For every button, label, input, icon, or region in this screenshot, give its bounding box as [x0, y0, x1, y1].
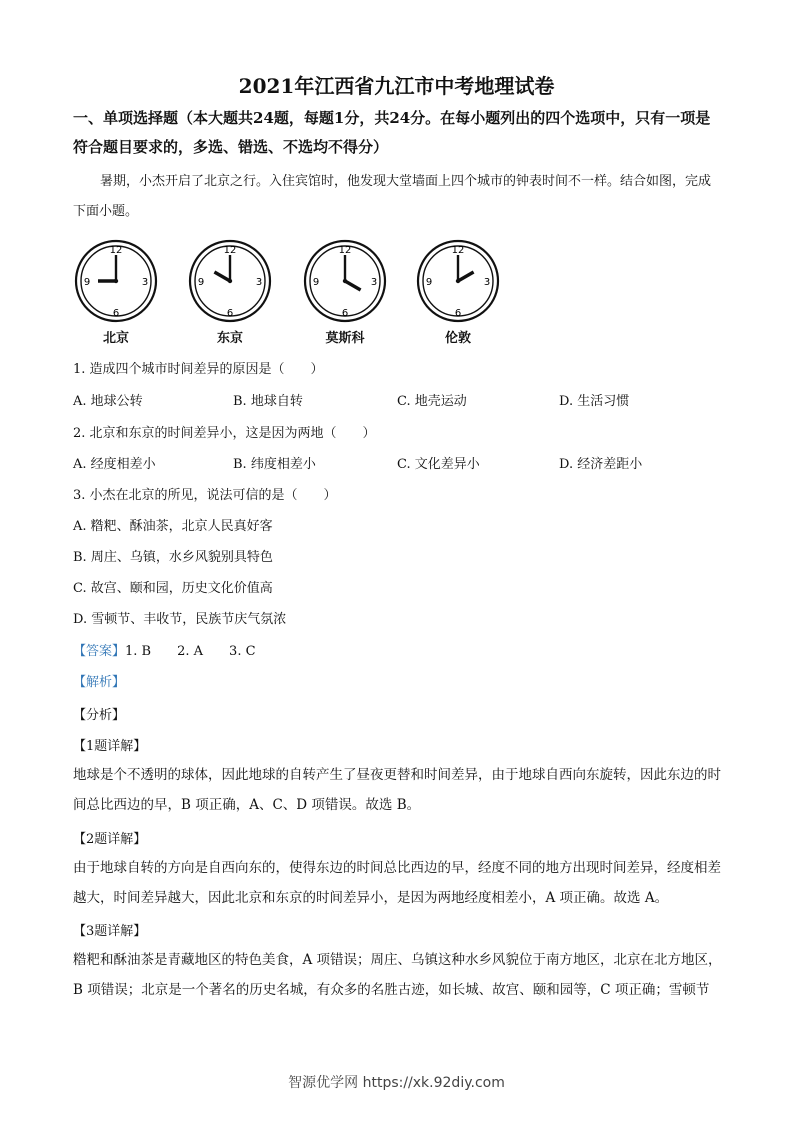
q3-option-d[interactable]: D. 雪顿节、丰收节，民族节庆气氛浓 — [73, 612, 287, 627]
fenxi-label: 【分析】 — [73, 708, 126, 723]
hour-hand — [458, 272, 474, 281]
q3-option-a[interactable]: A. 糌粑、酥油茶，北京人民真好客 — [73, 519, 273, 534]
detail-2-text: 由于地球自转的方向是自西向东的，使得东边的时间总比西边的早，经度不同的地方出现时间差异，经度相差越大，时间差异越大，因此北京和东京的时间差异小，是因为两地经度相差小，A 项正确。故选 A。 — [73, 860, 721, 906]
answer-2: 2. A — [177, 644, 204, 659]
clock-beijing — [73, 238, 159, 346]
dial-6: 6 — [226, 308, 234, 319]
dial-9: 9 — [312, 277, 320, 288]
dial-12: 12 — [223, 245, 237, 256]
q2-option-c[interactable]: C. 文化差异小 — [397, 457, 480, 472]
question-3: 3. 小杰在北京的所见，说法可信的是（ ） — [73, 488, 337, 503]
clock-tokyo — [187, 238, 273, 346]
q2-option-d[interactable]: D. 经济差距小 — [559, 457, 643, 472]
footer-watermark: 智源优学网 https://xk.92diy.com — [288, 1075, 505, 1091]
page-title: 2021年江西省九江市中考地理试卷 — [238, 74, 555, 98]
q1-option-c[interactable]: C. 地壳运动 — [397, 394, 467, 409]
clock-city-label: 伦敦 — [444, 331, 471, 346]
detail-2-label: 【2题详解】 — [73, 832, 147, 847]
dial-3: 3 — [255, 277, 263, 288]
dial-12: 12 — [451, 245, 465, 256]
jiexi-label: 【解析】 — [73, 675, 126, 690]
detail-3-label: 【3题详解】 — [73, 924, 147, 939]
dial-9: 9 — [197, 277, 205, 288]
clock-city-label: 北京 — [102, 331, 129, 346]
question-2: 2. 北京和东京的时间差异小，这是因为两地（ ） — [73, 426, 376, 441]
answer-label: 【答案】 — [73, 644, 126, 659]
hour-hand — [345, 281, 361, 290]
q3-option-c[interactable]: C. 故宫、颐和园，历史文化价值高 — [73, 581, 273, 596]
clock-face-icon — [187, 238, 273, 324]
clock-moscow — [302, 238, 388, 346]
q1-option-a[interactable]: A. 地球公转 — [73, 394, 143, 409]
clock-london — [415, 238, 501, 346]
clock-city-label: 东京 — [216, 331, 243, 346]
detail-3-text: 糌粑和酥油茶是青藏地区的特色美食，A 项错误；周庄、乌镇这种水乡风貌位于南方地区，北京在北方地区，B 项错误；北京是一个著名的历史名城，有众多的名胜古迹，如长城、故宫、颐和园等，C 项正确；雪顿节 — [73, 952, 722, 998]
q1-option-b[interactable]: B. 地球自转 — [233, 394, 303, 409]
dial-6: 6 — [112, 308, 120, 319]
clock-face-icon — [415, 238, 501, 324]
clock-figure — [73, 238, 513, 348]
answer-row — [73, 640, 256, 659]
q2-option-b[interactable]: B. 纬度相差小 — [233, 457, 316, 472]
hour-hand — [214, 272, 230, 281]
answer-1: 1. B — [125, 644, 152, 659]
dial-12: 12 — [109, 245, 123, 256]
dial-3: 3 — [483, 277, 491, 288]
section-heading: 一、单项选择题（本大题共24题，每题1分，共24分。在每小题列出的四个选项中，只有一项是符合题目要求的，多选、错选、不选均不得分） — [73, 109, 711, 156]
dial-6: 6 — [341, 308, 349, 319]
q1-option-d[interactable]: D. 生活习惯 — [559, 394, 630, 409]
clock-face-icon — [73, 238, 159, 324]
detail-1-label: 【1题详解】 — [73, 739, 147, 754]
dial-12: 12 — [338, 245, 352, 256]
q3-option-b[interactable]: B. 周庄、乌镇，水乡风貌别具特色 — [73, 550, 273, 565]
intro-paragraph: 暑期，小杰开启了北京之行。入住宾馆时，他发现大堂墙面上四个城市的钟表时间不一样。结合如图，完成下面小题。 — [73, 174, 712, 219]
question-1: 1. 造成四个城市时间差异的原因是（ ） — [73, 362, 324, 377]
clock-face-icon — [302, 238, 388, 324]
answer-3: 3. C — [229, 644, 256, 659]
dial-6: 6 — [454, 308, 462, 319]
q2-option-a[interactable]: A. 经度相差小 — [73, 457, 156, 472]
clock-city-label: 莫斯科 — [325, 331, 365, 346]
dial-3: 3 — [141, 277, 149, 288]
dial-3: 3 — [370, 277, 378, 288]
detail-1-text: 地球是个不透明的球体，因此地球的自转产生了昼夜更替和时间差异，由于地球自西向东旋转，因此东边的时间总比西边的早，B 项正确，A、C、D 项错误。故选 B。 — [73, 767, 721, 813]
dial-9: 9 — [83, 277, 91, 288]
dial-9: 9 — [425, 277, 433, 288]
